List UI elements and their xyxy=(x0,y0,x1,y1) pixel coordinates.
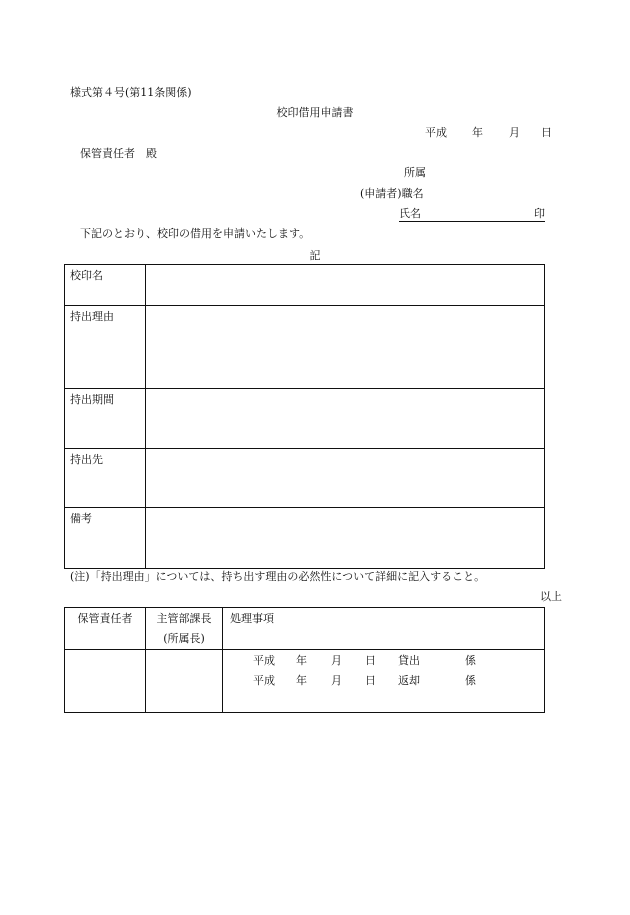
record-month: 月 xyxy=(331,654,342,667)
date-month: 月 xyxy=(509,126,520,139)
manager-header-line2: (所属長) xyxy=(163,632,205,645)
affiliation-label: 所属 xyxy=(404,166,426,179)
record-person: 係 xyxy=(465,654,476,667)
processing-records xyxy=(223,650,545,713)
field-label: 持出先 xyxy=(65,449,146,508)
record-era: 平成 xyxy=(253,654,275,667)
record-era: 平成 xyxy=(253,674,275,687)
record-year: 年 xyxy=(296,674,307,687)
record-month: 月 xyxy=(331,674,342,687)
ki-heading: 記 xyxy=(309,249,321,262)
record-year: 年 xyxy=(296,654,307,667)
seal-label: 印 xyxy=(534,207,545,220)
record-day: 日 xyxy=(365,674,376,687)
table-row xyxy=(65,650,545,713)
table-row xyxy=(65,265,545,306)
date-era: 平成 xyxy=(425,126,447,139)
manager-stamp-cell[interactable] xyxy=(146,650,223,713)
field-label: 校印名 xyxy=(65,265,146,306)
name-label: 氏名 xyxy=(399,207,421,220)
date-year: 年 xyxy=(472,126,483,139)
field-label: 持出理由 xyxy=(65,306,146,389)
table-row xyxy=(65,449,545,508)
table-row xyxy=(65,306,545,389)
table-row xyxy=(65,608,545,650)
table-row xyxy=(65,508,545,569)
period-cell[interactable] xyxy=(146,389,545,449)
record-action: 貸出 xyxy=(398,654,420,667)
name-line xyxy=(399,207,545,222)
return-record xyxy=(223,674,544,694)
manager-header xyxy=(146,608,223,650)
note-text: (注)「持出理由」については、持ち出す理由の必然性について詳細に記入すること。 xyxy=(70,570,486,583)
addressee: 保管責任者 殿 xyxy=(80,147,157,160)
lend-record xyxy=(223,654,544,674)
reason-cell[interactable] xyxy=(146,306,545,389)
form-id: 様式第４号(第11条関係) xyxy=(70,86,192,99)
closing-text: 以上 xyxy=(540,590,562,603)
manager-header-line1: 主管部課長 xyxy=(156,612,212,625)
record-person: 係 xyxy=(465,674,476,687)
field-label: 持出期間 xyxy=(65,389,146,449)
document-title: 校印借用申請書 xyxy=(276,106,354,119)
record-day: 日 xyxy=(365,654,376,667)
application-table xyxy=(64,264,545,569)
position-label: (申請者)職名 xyxy=(360,187,424,200)
processing-header: 処理事項 xyxy=(223,608,545,650)
date-day: 日 xyxy=(541,126,552,139)
field-label: 備考 xyxy=(65,508,146,569)
record-action: 返却 xyxy=(398,674,420,687)
intro-text: 下記のとおり、校印の借用を申請いたします。 xyxy=(80,227,311,240)
seal-name-cell[interactable] xyxy=(146,265,545,306)
processing-table xyxy=(64,607,545,713)
custodian-stamp-cell[interactable] xyxy=(65,650,146,713)
table-row xyxy=(65,389,545,449)
custodian-header: 保管責任者 xyxy=(65,608,146,650)
remarks-cell[interactable] xyxy=(146,508,545,569)
destination-cell[interactable] xyxy=(146,449,545,508)
